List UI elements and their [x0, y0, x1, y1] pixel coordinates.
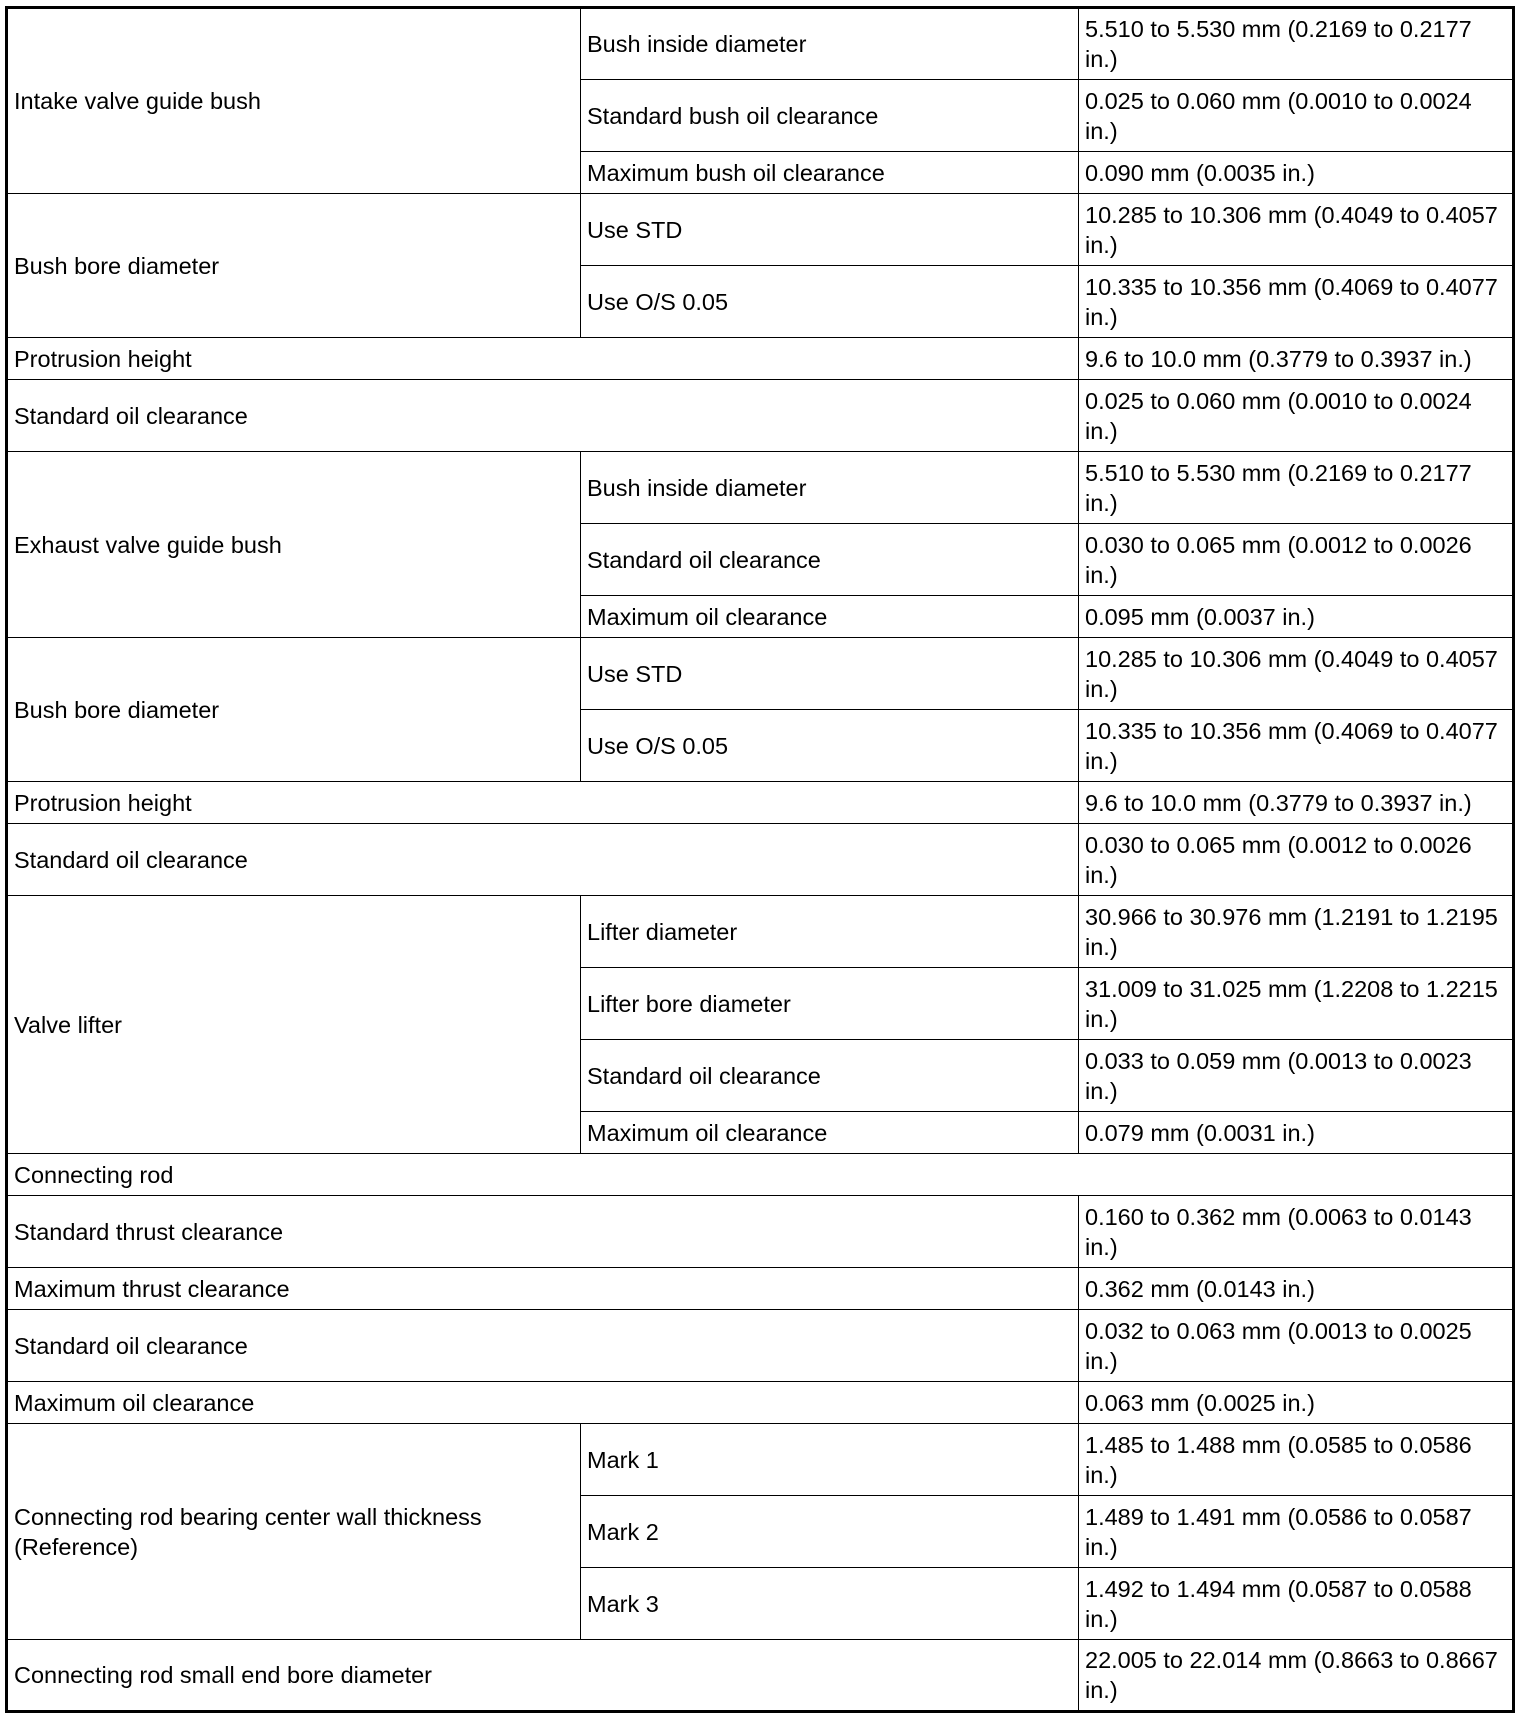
item-label-cell: Protrusion height — [7, 338, 1079, 380]
table-row — [7, 1640, 1514, 1712]
item-label-cell: Standard oil clearance — [7, 824, 1079, 896]
table-row — [7, 380, 1514, 452]
sub-item-cell: Lifter bore diameter — [581, 968, 1079, 1040]
table-row — [7, 1268, 1514, 1310]
sub-item-cell: Maximum oil clearance — [581, 596, 1079, 638]
spec-value-cell: 31.009 to 31.025 mm (1.2208 to 1.2215 in.) — [1079, 968, 1514, 1040]
table-row — [7, 1196, 1514, 1268]
table-row — [7, 8, 1514, 80]
sub-item-cell: Bush inside diameter — [581, 8, 1079, 80]
item-label-cell: Intake valve guide bush — [7, 8, 581, 194]
spec-value-cell: 10.285 to 10.306 mm (0.4049 to 0.4057 in.) — [1079, 194, 1514, 266]
sub-item-cell: Mark 2 — [581, 1496, 1079, 1568]
spec-value-cell: 22.005 to 22.014 mm (0.8663 to 0.8667 in.) — [1079, 1640, 1514, 1712]
table-row — [7, 638, 1514, 710]
spec-value-cell: 0.033 to 0.059 mm (0.0013 to 0.0023 in.) — [1079, 1040, 1514, 1112]
spec-value-cell: 0.063 mm (0.0025 in.) — [1079, 1382, 1514, 1424]
table-row — [7, 1154, 1514, 1196]
item-label-cell: Standard oil clearance — [7, 380, 1079, 452]
item-label-cell: Connecting rod small end bore diameter — [7, 1640, 1079, 1712]
sub-item-cell: Use STD — [581, 194, 1079, 266]
sub-item-cell: Lifter diameter — [581, 896, 1079, 968]
item-label-cell: Standard oil clearance — [7, 1310, 1079, 1382]
item-label-cell: Standard thrust clearance — [7, 1196, 1079, 1268]
sub-item-cell: Standard oil clearance — [581, 524, 1079, 596]
sub-item-cell: Mark 3 — [581, 1568, 1079, 1640]
spec-value-cell: 9.6 to 10.0 mm (0.3779 to 0.3937 in.) — [1079, 782, 1514, 824]
table-row — [7, 896, 1514, 968]
sub-item-cell: Maximum bush oil clearance — [581, 152, 1079, 194]
spec-value-cell: 0.160 to 0.362 mm (0.0063 to 0.0143 in.) — [1079, 1196, 1514, 1268]
spec-value-cell: 0.030 to 0.065 mm (0.0012 to 0.0026 in.) — [1079, 524, 1514, 596]
item-label-cell: Protrusion height — [7, 782, 1079, 824]
sub-item-cell: Bush inside diameter — [581, 452, 1079, 524]
item-label-cell: Maximum thrust clearance — [7, 1268, 1079, 1310]
item-label-cell: Valve lifter — [7, 896, 581, 1154]
spec-value-cell: 0.032 to 0.063 mm (0.0013 to 0.0025 in.) — [1079, 1310, 1514, 1382]
table-row — [7, 194, 1514, 266]
item-label-cell: Bush bore diameter — [7, 194, 581, 338]
spec-value-cell: 10.335 to 10.356 mm (0.4069 to 0.4077 in.) — [1079, 710, 1514, 782]
table-row — [7, 782, 1514, 824]
item-label-cell: Connecting rod bearing center wall thickness (Reference) — [7, 1424, 581, 1640]
spec-value-cell: 0.030 to 0.065 mm (0.0012 to 0.0026 in.) — [1079, 824, 1514, 896]
sub-item-cell: Use O/S 0.05 — [581, 266, 1079, 338]
spec-value-cell: 10.335 to 10.356 mm (0.4069 to 0.4077 in.) — [1079, 266, 1514, 338]
sub-item-cell: Standard oil clearance — [581, 1040, 1079, 1112]
section-label-cell: Connecting rod — [7, 1154, 1514, 1196]
spec-table-body — [7, 8, 1514, 1712]
sub-item-cell: Mark 1 — [581, 1424, 1079, 1496]
sub-item-cell: Maximum oil clearance — [581, 1112, 1079, 1154]
table-row — [7, 824, 1514, 896]
sub-item-cell: Use O/S 0.05 — [581, 710, 1079, 782]
spec-value-cell: 10.285 to 10.306 mm (0.4049 to 0.4057 in.) — [1079, 638, 1514, 710]
spec-value-cell: 5.510 to 5.530 mm (0.2169 to 0.2177 in.) — [1079, 452, 1514, 524]
sub-item-cell: Use STD — [581, 638, 1079, 710]
spec-value-cell: 0.362 mm (0.0143 in.) — [1079, 1268, 1514, 1310]
spec-value-cell: 0.090 mm (0.0035 in.) — [1079, 152, 1514, 194]
spec-value-cell: 0.025 to 0.060 mm (0.0010 to 0.0024 in.) — [1079, 380, 1514, 452]
spec-value-cell: 30.966 to 30.976 mm (1.2191 to 1.2195 in.) — [1079, 896, 1514, 968]
item-label-cell: Bush bore diameter — [7, 638, 581, 782]
spec-value-cell: 1.485 to 1.488 mm (0.0585 to 0.0586 in.) — [1079, 1424, 1514, 1496]
spec-value-cell: 9.6 to 10.0 mm (0.3779 to 0.3937 in.) — [1079, 338, 1514, 380]
spec-value-cell: 0.025 to 0.060 mm (0.0010 to 0.0024 in.) — [1079, 80, 1514, 152]
spec-value-cell: 5.510 to 5.530 mm (0.2169 to 0.2177 in.) — [1079, 8, 1514, 80]
table-row — [7, 338, 1514, 380]
item-label-cell: Maximum oil clearance — [7, 1382, 1079, 1424]
table-row — [7, 1424, 1514, 1496]
item-label-cell: Exhaust valve guide bush — [7, 452, 581, 638]
spec-value-cell: 1.489 to 1.491 mm (0.0586 to 0.0587 in.) — [1079, 1496, 1514, 1568]
spec-table — [5, 6, 1515, 1713]
table-row — [7, 1382, 1514, 1424]
sub-item-cell: Standard bush oil clearance — [581, 80, 1079, 152]
spec-value-cell: 0.079 mm (0.0031 in.) — [1079, 1112, 1514, 1154]
table-row — [7, 1310, 1514, 1382]
table-row — [7, 452, 1514, 524]
spec-value-cell: 0.095 mm (0.0037 in.) — [1079, 596, 1514, 638]
spec-value-cell: 1.492 to 1.494 mm (0.0587 to 0.0588 in.) — [1079, 1568, 1514, 1640]
